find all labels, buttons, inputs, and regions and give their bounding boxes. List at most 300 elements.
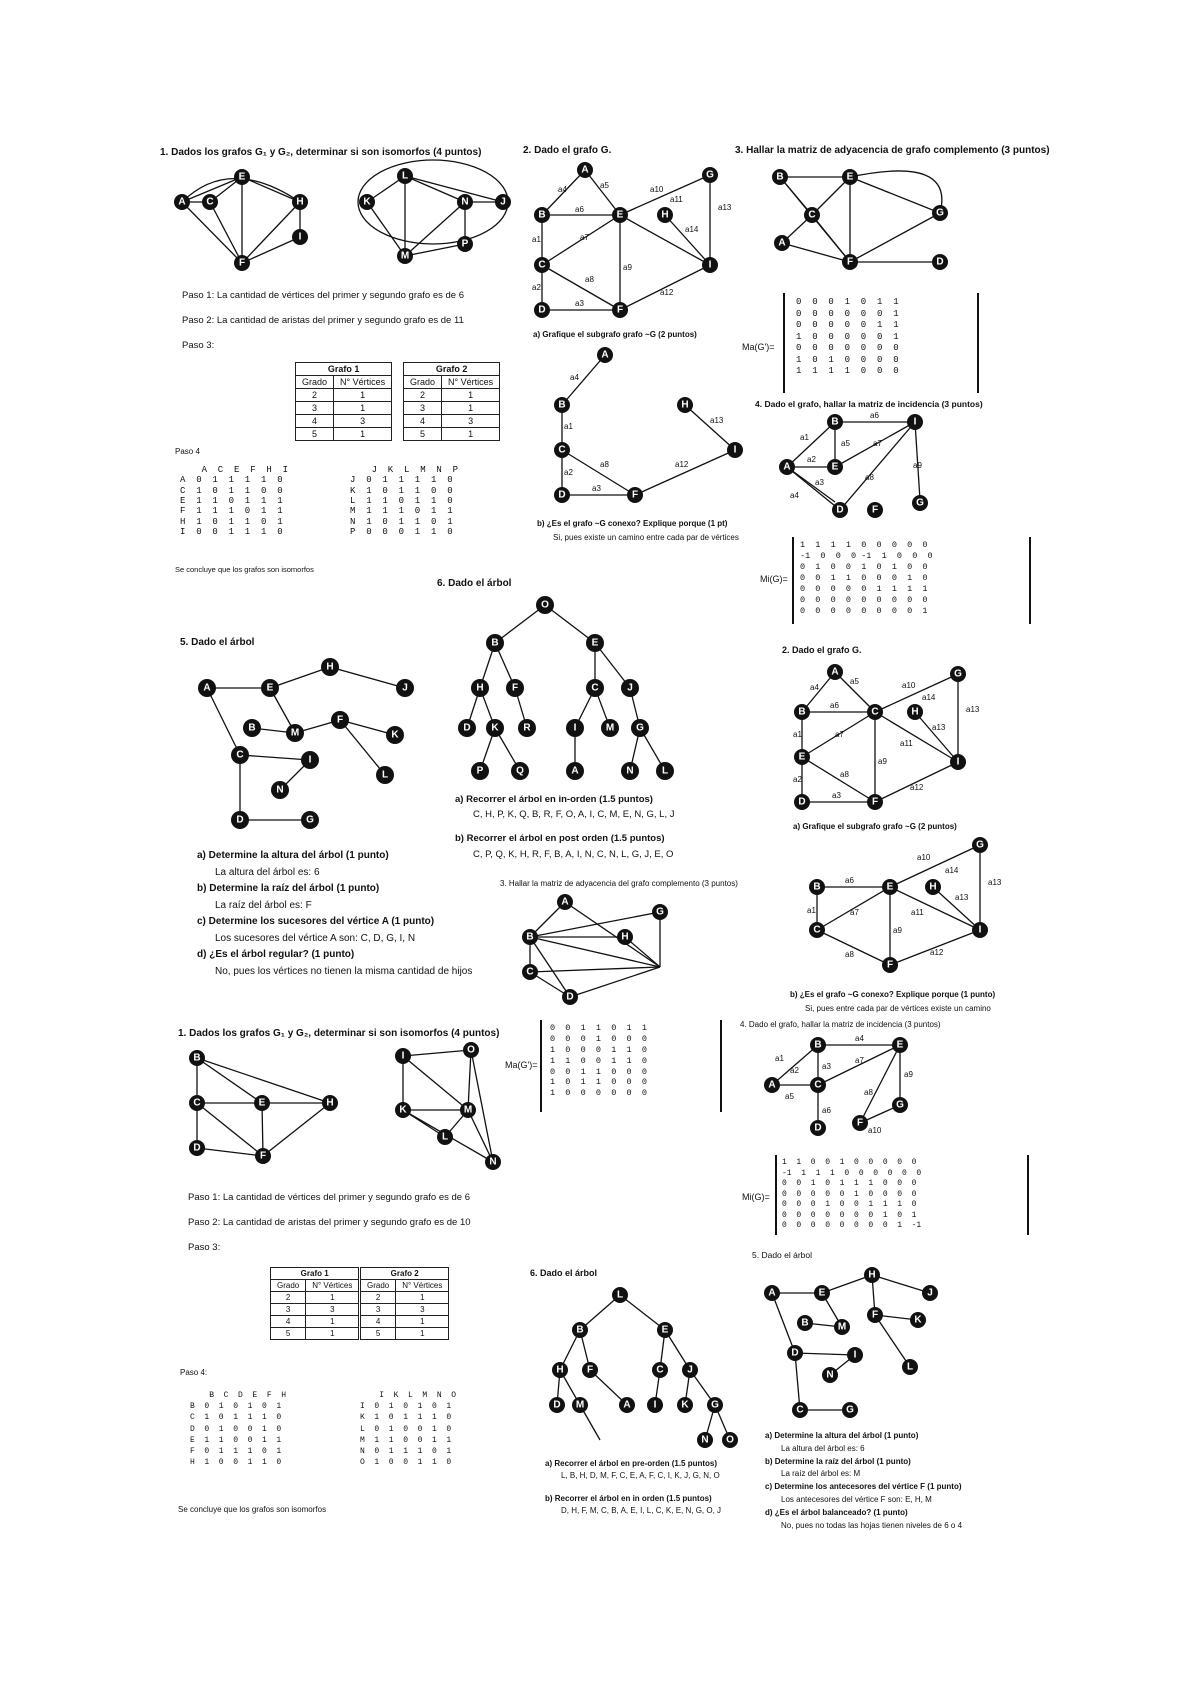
edge-label: a3 — [822, 1062, 831, 1071]
graph-edge — [562, 355, 605, 405]
svg-text:K: K — [399, 1104, 407, 1116]
svg-text:F: F — [238, 257, 246, 269]
graph-edge — [197, 1148, 263, 1156]
graph-edge — [405, 176, 503, 202]
svg-text:F: F — [871, 796, 879, 808]
graph-edge — [340, 720, 385, 775]
subgraph-right — [805, 835, 1005, 975]
vertex-node — [882, 957, 898, 973]
graph-edge — [850, 213, 940, 262]
graph-edge — [585, 170, 620, 215]
vertex-node — [619, 1397, 635, 1413]
vertex-node — [286, 724, 304, 742]
svg-text:I: I — [956, 756, 960, 768]
svg-text:B: B — [538, 209, 546, 221]
svg-text:H: H — [661, 209, 669, 221]
vertex-node — [485, 1154, 501, 1170]
svg-text:D: D — [193, 1142, 201, 1154]
svg-text:H: H — [681, 399, 689, 411]
svg-text:A: A — [561, 896, 569, 908]
svg-text:F: F — [336, 714, 344, 726]
adjacency-matrix-g1-top: A C E F H I A 0 1 1 1 1 0 C 1 0 1 1 0 0 E 1 1 0 1 1 1 F 1 1 1 0 1 1 H 1 0 1 1 0 1 I 0 0 1 1 1 0 — [180, 465, 289, 538]
adjacency-matrix-g2-top: J K L M N P J 0 1 1 1 1 0 K 1 0 1 1 0 0 L 1 1 0 1 1 0 M 1 1 1 0 1 1 N 1 0 1 1 0 1 P 0 0 0 1 1 0 — [350, 465, 459, 538]
svg-text:N: N — [626, 765, 634, 777]
graph-g1-top — [170, 165, 330, 275]
edge-label: a6 — [575, 205, 584, 214]
svg-text:B: B — [814, 1039, 822, 1051]
graph-edge — [530, 967, 660, 972]
vertex-node — [471, 762, 489, 780]
complement-matrix-mid: 0 0 1 1 0 1 1 0 0 0 1 0 0 0 1 0 0 0 1 1 0 1 1 0 0 1 1 0 0 0 1 1 0 0 0 1 0 1 1 0 0 0 1 0 0 0 0 0 0 — [550, 1023, 647, 1099]
edge-label: a5 — [600, 181, 609, 190]
vertex-node — [486, 634, 504, 652]
graph-edge — [197, 1058, 262, 1103]
svg-text:C: C — [814, 1079, 822, 1091]
svg-text:J: J — [687, 1364, 693, 1376]
vertex-node — [198, 679, 216, 697]
vertex-node — [174, 194, 190, 210]
vertex-node — [792, 1402, 808, 1418]
graph-edge — [812, 215, 850, 262]
edge-label: a1 — [793, 730, 802, 739]
svg-text:F: F — [631, 489, 639, 501]
edge-label: a6 — [822, 1106, 831, 1115]
vertex-node — [925, 879, 941, 895]
s2-right-qb: b) ¿Es el grafo ~G conexo? Explique porque (1 punto) — [790, 990, 996, 999]
svg-text:D: D — [236, 814, 244, 826]
vertex-node — [566, 762, 584, 780]
edge-label: a7 — [873, 439, 882, 448]
vertex-node — [810, 1120, 826, 1136]
vertex-node — [534, 257, 550, 273]
edge-label: a14 — [945, 866, 959, 875]
edge-label: a11 — [670, 195, 683, 204]
graph-edge — [530, 912, 660, 937]
s1-top-paso1: Paso 1: La cantidad de vértices del primer y segundo grafo es de 6 — [182, 290, 465, 301]
s2-top-qb-answer: Si, pues existe un camino entre cada par de vértices — [553, 533, 739, 542]
svg-text:C: C — [206, 196, 214, 208]
svg-text:K: K — [363, 196, 371, 208]
vertex-node — [810, 1077, 826, 1093]
svg-text:J: J — [927, 1287, 933, 1299]
edge-label: a1 — [807, 906, 816, 915]
tree-right — [760, 1265, 940, 1425]
vertex-node — [621, 762, 639, 780]
svg-text:D: D — [553, 1399, 561, 1411]
vertex-node — [534, 302, 550, 318]
subgraph-top — [550, 345, 750, 505]
degree-table-g2-top: Grafo 2 Grado N° Vértices 2 1 3 1 4 3 5 1 — [403, 362, 500, 441]
svg-text:H: H — [911, 706, 919, 718]
vertex-node — [231, 811, 249, 829]
vertex-node — [907, 704, 923, 720]
svg-text:F: F — [856, 1117, 864, 1129]
svg-text:O: O — [541, 599, 549, 611]
vertex-node — [612, 1287, 628, 1303]
vertex-node — [601, 719, 619, 737]
svg-text:J: J — [627, 682, 633, 694]
s1-bottom-conclusion: Se concluye que los grafos son isomorfos — [178, 1505, 327, 1514]
vertex-node — [972, 837, 988, 853]
svg-text:F: F — [616, 304, 624, 316]
edge-label: a13 — [966, 705, 980, 714]
edge-label: a6 — [870, 411, 879, 420]
s6-mid-questions: a) Recorrer el árbol en in-orden (1.5 puntos) C, H, P, K, Q, B, R, F, O, A, I, C, M, E, N, G, L, J b) Recorrer el árbol en post orden (1.5 puntos) C, P, Q, K, H, R, F, B, A, I, N, C, N, L, G, J, E, O — [455, 794, 675, 860]
svg-text:M: M — [837, 1321, 847, 1333]
vertex-node — [794, 794, 810, 810]
svg-text:B: B — [526, 931, 534, 943]
graph-incidence-top — [775, 410, 935, 520]
svg-text:C: C — [808, 209, 816, 221]
s5-right-questions: a) Determine la altura del árbol (1 punto) La altura del árbol es: 6 b) Determine la raíz del árbol (1 punto) La raíz del árbol es: M c) Determine los antecesores del vértice F (1 punto) Los antecesores del vértice F son: E, H, M d) ¿Es el árbol balanceado? (1 punto) No, pues no todas las hojas tienen niveles de 6 o 4 — [765, 1431, 963, 1530]
svg-text:P: P — [476, 765, 484, 777]
graph-edge — [665, 215, 710, 265]
graph-edge — [330, 667, 405, 688]
vertex-node — [331, 711, 349, 729]
edge-label: a9 — [913, 461, 922, 470]
svg-text:A: A — [778, 237, 786, 249]
edge-label: a8 — [864, 1088, 873, 1097]
svg-text:G: G — [954, 668, 962, 680]
degree-table-g2-bottom: Grafo 2 Grado N° Vértices 2 1 3 3 4 1 5 1 — [360, 1267, 449, 1340]
vertex-node — [292, 229, 308, 245]
graph-edge — [850, 177, 940, 213]
edge-label: a9 — [623, 263, 632, 272]
vertex-node — [702, 257, 718, 273]
svg-text:D: D — [798, 796, 806, 808]
edge-label: a4 — [570, 373, 579, 382]
vertex-node — [932, 254, 948, 270]
graph-g-top — [530, 160, 730, 320]
svg-text:D: D — [936, 256, 944, 268]
vertex-node — [301, 751, 319, 769]
graph-g2-bottom — [393, 1042, 503, 1172]
svg-text:C: C — [591, 682, 599, 694]
svg-text:F: F — [871, 504, 879, 516]
vertex-node — [554, 487, 570, 503]
svg-text:Q: Q — [516, 765, 524, 777]
vertex-node — [657, 207, 673, 223]
svg-text:D: D — [791, 1347, 799, 1359]
graph-edge — [635, 450, 735, 495]
svg-text:I: I — [708, 259, 712, 271]
svg-text:B: B — [776, 171, 784, 183]
vertex-node — [656, 762, 674, 780]
complement-matrix-top: 0 0 0 1 0 1 1 0 0 0 0 0 0 1 0 0 0 0 0 1 1 1 0 0 0 0 0 1 0 0 0 0 0 0 0 1 0 1 0 0 0 0 1 1 1 1 0 0 0 — [796, 297, 899, 377]
vertex-node — [772, 169, 788, 185]
s3-mid-title: 3. Hallar la matriz de adyacencia del grafo complemento (3 puntos) — [500, 879, 738, 888]
svg-text:E: E — [896, 1039, 904, 1051]
vertex-node — [832, 502, 848, 518]
edge-label: a6 — [830, 701, 839, 710]
svg-text:E: E — [661, 1324, 669, 1336]
vertex-node — [397, 248, 413, 264]
svg-text:C: C — [796, 1404, 804, 1416]
vertex-node — [827, 459, 843, 475]
graph-edge — [405, 202, 465, 256]
graph-edge — [872, 1275, 930, 1293]
s1-bottom-paso2: Paso 2: La cantidad de aristas del primer y segundo grafo es de 10 — [188, 1217, 471, 1228]
graph-g-right — [790, 662, 990, 812]
graph-edge — [270, 667, 330, 688]
graph-edge — [812, 177, 850, 215]
svg-text:C: C — [558, 444, 566, 456]
svg-text:G: G — [896, 1099, 904, 1111]
svg-text:A: A — [783, 461, 791, 473]
vertex-node — [864, 1267, 880, 1283]
vertex-node — [582, 1362, 598, 1378]
edge-label: a1 — [800, 433, 809, 442]
vertex-node — [612, 302, 628, 318]
vertex-node — [722, 1432, 738, 1448]
vertex-node — [572, 1322, 588, 1338]
vertex-node — [234, 255, 250, 271]
vertex-node — [810, 1037, 826, 1053]
vertex-node — [437, 1129, 453, 1145]
graph-edge — [620, 1295, 665, 1330]
vertex-node — [794, 749, 810, 765]
vertex-node — [395, 1048, 411, 1064]
svg-text:G: G — [846, 1404, 854, 1416]
svg-text:A: A — [831, 666, 839, 678]
graph-edge — [263, 1103, 330, 1156]
edge-label: a8 — [840, 770, 849, 779]
svg-text:F: F — [259, 1150, 267, 1162]
tree-left — [195, 655, 415, 830]
edge-label: a10 — [868, 1126, 882, 1135]
edge-label: a10 — [902, 681, 916, 690]
s4-top-title: 4. Dado el grafo, hallar la matriz de incidencia (3 puntos) — [755, 399, 983, 409]
vertex-node — [554, 397, 570, 413]
vertex-node — [809, 879, 825, 895]
graph-edge — [530, 937, 660, 967]
vertex-node — [321, 658, 339, 676]
edge-label: a4 — [810, 683, 819, 692]
graph-edge — [403, 1056, 468, 1110]
svg-text:E: E — [591, 637, 599, 649]
vertex-node — [534, 207, 550, 223]
svg-text:E: E — [798, 751, 806, 763]
svg-text:C: C — [813, 924, 821, 936]
graph-edge — [495, 605, 545, 643]
svg-text:E: E — [831, 461, 839, 473]
vertex-node — [261, 679, 279, 697]
edge-label: a1 — [775, 1054, 784, 1063]
svg-text:D: D — [538, 304, 546, 316]
tree-bottom — [545, 1285, 735, 1450]
s1-top-title: 1. Dados los grafos G₁ y G₂, determinar si son isomorfos (4 puntos) — [160, 147, 482, 158]
graph-edge — [565, 902, 660, 967]
vertex-node — [397, 168, 413, 184]
edge-label: a11 — [911, 908, 924, 917]
incidence-matrix-top: 1 1 1 1 0 0 0 0 0 -1 0 0 0 -1 1 0 0 0 0 1 0 0 1 0 1 0 0 0 0 1 1 0 0 0 1 0 0 0 0 0 0 1 1 1 1 0 0 0 0 0 0 0 0 0 0 0 0 0 0 0 0 0 1 — [800, 540, 933, 617]
graph-edge — [207, 688, 240, 755]
vertex-node — [554, 442, 570, 458]
s2-top-qa: a) Grafique el subgrafo grafo ~G (2 puntos) — [533, 330, 697, 339]
svg-text:E: E — [886, 881, 894, 893]
svg-text:I: I — [913, 416, 917, 428]
degree-table-g1-top: Grafo 1 Grado N° Vértices 2 1 3 1 4 3 5 1 — [295, 362, 392, 441]
svg-text:E: E — [616, 209, 624, 221]
svg-text:M: M — [575, 1399, 585, 1411]
svg-text:E: E — [266, 682, 274, 694]
vertex-node — [322, 1095, 338, 1111]
s1-bottom-title: 1. Dados los grafos G₁ y G₂, determinar si son isomorfos (4 puntos) — [178, 1028, 500, 1039]
vertex-node — [727, 442, 743, 458]
graph-edge — [210, 202, 242, 263]
svg-text:E: E — [238, 171, 246, 183]
edge-label: a2 — [793, 775, 802, 784]
vertex-node — [552, 1362, 568, 1378]
graph-edge — [367, 202, 405, 256]
vertex-node — [779, 459, 795, 475]
vertex-node — [255, 1148, 271, 1164]
svg-text:F: F — [586, 1364, 594, 1376]
edge-label: a2 — [807, 455, 816, 464]
vertex-node — [827, 664, 843, 680]
s1-top-paso3: Paso 3: — [182, 340, 215, 351]
graph-edge — [860, 1045, 900, 1123]
vertex-node — [617, 929, 633, 945]
s2-top-qb: b) ¿Es el grafo ~G conexo? Explique porque (1 pt) — [537, 519, 728, 528]
edge-label: a2 — [564, 468, 573, 477]
vertex-node — [892, 1037, 908, 1053]
vertex-node — [809, 922, 825, 938]
vertex-node — [518, 719, 536, 737]
svg-text:B: B — [193, 1052, 201, 1064]
vertex-node — [460, 1102, 476, 1118]
svg-text:L: L — [906, 1361, 914, 1373]
vertex-node — [867, 794, 883, 810]
svg-text:B: B — [248, 722, 256, 734]
s1-bottom-paso1: Paso 1: La cantidad de vértices del primer y segundo grafo es de 6 — [188, 1192, 471, 1203]
vertex-node — [892, 1097, 908, 1113]
vertex-node — [827, 414, 843, 430]
vertex-node — [882, 879, 898, 895]
s6-bottom-questions: a) Recorrer el árbol en pre-orden (1.5 puntos) L, B, H, D, M, F, C, E, A, F, C, I, K, J, G, N, O b) Recorrer el árbol en in orden (1.5 puntos) D, H, F, M, C, B, A, E, I, L, C, K, E, N, G, O, J — [545, 1459, 722, 1516]
svg-text:M: M — [400, 250, 410, 262]
svg-text:B: B — [558, 399, 566, 411]
svg-text:D: D — [814, 1122, 822, 1134]
svg-text:R: R — [523, 722, 531, 734]
edge-label: a1 — [564, 422, 573, 431]
s1-bottom-paso3: Paso 3: — [188, 1242, 221, 1253]
vertex-node — [597, 347, 613, 363]
svg-text:L: L — [381, 769, 389, 781]
graph-edge — [468, 1050, 471, 1110]
vertex-node — [657, 1322, 673, 1338]
vertex-node — [922, 1285, 938, 1301]
graph-edge — [772, 1045, 818, 1085]
svg-text:G: G — [936, 207, 944, 219]
vertex-node — [231, 746, 249, 764]
edge-label: a13 — [932, 723, 946, 732]
vertex-node — [395, 1102, 411, 1118]
svg-text:J: J — [402, 682, 408, 694]
edge-label: a7 — [835, 730, 844, 739]
edge-label: a5 — [850, 677, 859, 686]
vertex-node — [463, 1042, 479, 1058]
svg-text:B: B — [576, 1324, 584, 1336]
svg-text:B: B — [813, 881, 821, 893]
svg-text:N: N — [489, 1156, 497, 1168]
vertex-node — [702, 167, 718, 183]
vertex-node — [932, 205, 948, 221]
vertex-node — [536, 596, 554, 614]
svg-text:C: C — [526, 966, 534, 978]
vertex-node — [797, 1315, 813, 1331]
vertex-node — [292, 194, 308, 210]
s3-top-title: 3. Hallar la matriz de adyacencia de grafo complemento (3 puntos) — [735, 145, 1050, 156]
vertex-node — [950, 666, 966, 682]
vertex-node — [677, 397, 693, 413]
s3-top-label: Ma(G')= — [742, 342, 775, 352]
svg-text:K: K — [681, 1399, 689, 1411]
graph-edge — [240, 755, 310, 760]
svg-text:K: K — [914, 1314, 922, 1326]
graph-complement-top — [770, 165, 960, 275]
vertex-node — [189, 1140, 205, 1156]
vertex-node — [842, 169, 858, 185]
svg-text:A: A — [178, 196, 186, 208]
svg-text:I: I — [653, 1399, 657, 1411]
vertex-node — [902, 1359, 918, 1375]
svg-text:K: K — [491, 722, 499, 734]
svg-text:B: B — [798, 706, 806, 718]
vertex-node — [774, 235, 790, 251]
graph-edge — [242, 202, 300, 263]
edge-label: a4 — [855, 1034, 864, 1043]
vertex-node — [189, 1050, 205, 1066]
svg-text:I: I — [401, 1050, 405, 1062]
vertex-node — [764, 1285, 780, 1301]
graph-edge — [875, 1315, 910, 1367]
vertex-node — [522, 929, 538, 945]
svg-text:H: H — [296, 196, 304, 208]
svg-text:B: B — [801, 1317, 809, 1329]
vertex-node — [697, 1432, 713, 1448]
s3-mid-label: Ma(G')= — [505, 1060, 538, 1070]
svg-text:H: H — [868, 1269, 876, 1281]
svg-text:I: I — [308, 754, 312, 766]
vertex-node — [271, 781, 289, 799]
vertex-node — [301, 811, 319, 829]
s1-top-paso2: Paso 2: La cantidad de aristas del primer y segundo grafo es de 11 — [182, 315, 464, 326]
s6-bottom-title: 6. Dado el árbol — [530, 1268, 598, 1278]
s5-left-questions: a) Determine la altura del árbol (1 punto) La altura del árbol es: 6 b) Determine la raíz del árbol (1 punto) La raíz del árbol es: F c) Determine los sucesores del vértice A (1 punto) Los sucesores del vértice A son: C, D, G, I, N d) ¿Es el árbol regular? (1 punto) No, pues los vértices no tienen la misma cantidad de hijos — [197, 850, 473, 977]
edge-label: a6 — [845, 876, 854, 885]
graph-edge — [242, 177, 300, 202]
adjacency-matrix-g1-bottom: B C D E F H B 0 1 0 1 0 1 C 1 0 1 1 1 0 D 0 1 0 0 1 0 E 1 1 0 0 1 1 F 0 1 1 1 0 1 H 1 0 0 1 1 0 — [190, 1391, 287, 1468]
edge-label: a3 — [575, 299, 584, 308]
svg-text:L: L — [661, 765, 669, 777]
vertex-node — [794, 704, 810, 720]
graph-edge — [915, 712, 958, 762]
s5-left-title: 5. Dado el árbol — [180, 637, 255, 648]
svg-text:I: I — [298, 231, 302, 243]
svg-text:N: N — [826, 1369, 834, 1381]
vertex-node — [627, 487, 643, 503]
edge-label: a7 — [850, 908, 859, 917]
vertex-node — [907, 414, 923, 430]
edge-label: a5 — [785, 1092, 794, 1101]
svg-text:A: A — [203, 682, 211, 694]
vertex-node — [677, 1397, 693, 1413]
vertex-node — [562, 989, 578, 1005]
svg-text:E: E — [846, 171, 854, 183]
svg-text:L: L — [441, 1131, 449, 1143]
vertex-node — [586, 679, 604, 697]
